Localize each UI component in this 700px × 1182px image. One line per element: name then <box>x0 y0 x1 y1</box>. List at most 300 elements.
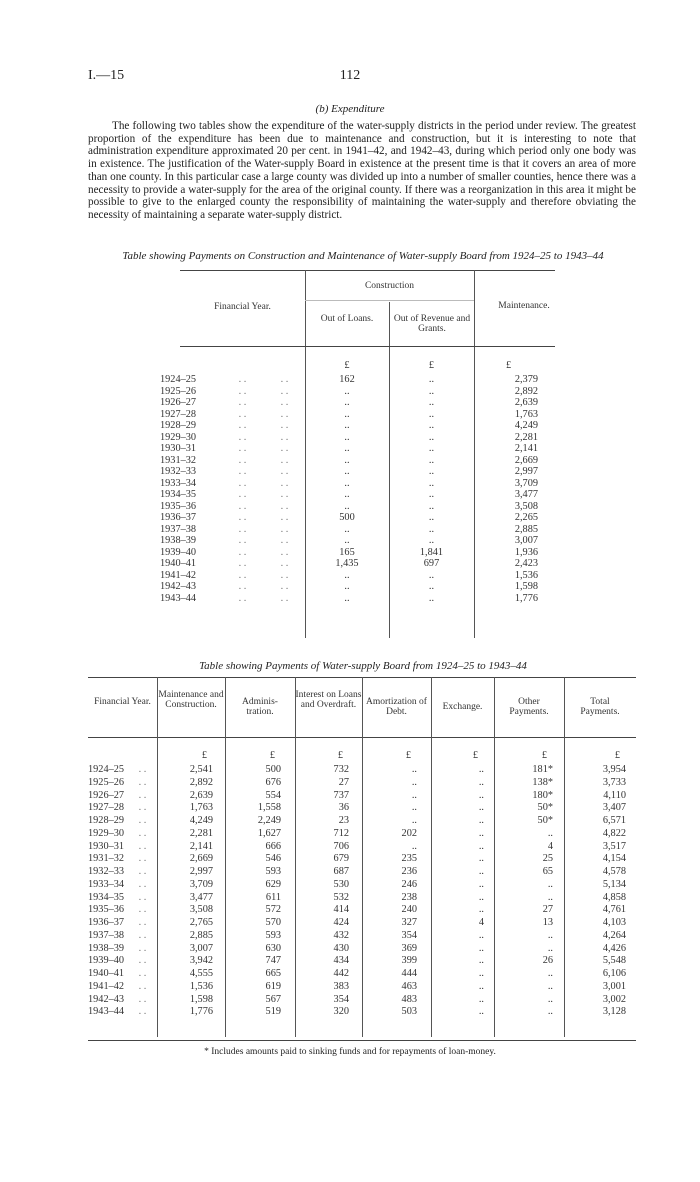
table2-total-cell: 3,517 <box>602 840 626 852</box>
table1-loans-cell: .. <box>344 477 350 489</box>
table1-leader-dots: . . <box>236 420 247 431</box>
table2-interest-cell: 354 <box>333 993 349 1005</box>
table2-year-cell: 1930–31 <box>88 840 125 852</box>
table2-admin-cell: 629 <box>265 878 281 890</box>
table2-leader-dots: . . <box>136 929 147 941</box>
table2-admin-cell: 554 <box>265 789 281 801</box>
table2-other-cell: 180* <box>532 789 553 801</box>
table2-interest-cell: 530 <box>333 878 349 890</box>
table1-revenue-cell: .. <box>428 512 435 523</box>
table2-exchange-cell: .. <box>478 942 484 954</box>
table2-title: Table showing Payments of Water-supply Board from 1924–25 to 1943–44 <box>199 660 527 672</box>
table2-total-cell: 6,106 <box>602 968 626 979</box>
table2-interest-cell: 320 <box>333 1006 349 1018</box>
table2-other-cell: .. <box>547 980 553 992</box>
table2-leader-dots: . . <box>136 993 147 1005</box>
table1-loans-cell: .. <box>344 408 350 420</box>
table2-total-cell: 4,264 <box>602 929 626 941</box>
table2-interest-cell: 712 <box>333 827 349 839</box>
table2-maintenance-cell: 3,942 <box>189 955 213 967</box>
table2-admin-cell: 572 <box>265 904 281 916</box>
table1-leader-dots: . . <box>278 581 289 592</box>
table2-year-cell: 1924–25 <box>88 764 125 775</box>
table1-leader-dots: . . <box>278 454 289 466</box>
table2-leader-dots: . . <box>136 878 147 890</box>
table2-maintenance-cell: 1,598 <box>189 993 213 1005</box>
table2-currency-admin: £ <box>269 750 275 761</box>
table2-amortization-cell: 238 <box>401 891 417 903</box>
table2-other-cell: 181* <box>532 764 553 775</box>
table1-year-cell: 1924–25 <box>160 374 197 385</box>
table1-maintenance-cell: 3,477 <box>514 489 538 500</box>
table2-leader-dots: . . <box>136 853 147 865</box>
table1-maintenance-cell: 3,007 <box>514 535 538 546</box>
footnote: * Includes amounts paid to sinking funds and for repayments of loan-money. <box>204 1047 496 1057</box>
table1-loans-cell: .. <box>344 489 350 500</box>
table1-year-cell: 1934–35 <box>160 489 197 500</box>
table1-year-cell: 1928–29 <box>160 420 197 431</box>
table2-exchange-cell: .. <box>478 878 484 890</box>
table1-leader-dots: . . <box>236 558 247 569</box>
table1-revenue-cell: 1,841 <box>419 546 444 558</box>
table2-year-cell: 1927–28 <box>88 802 125 814</box>
table2-admin-cell: 611 <box>265 891 281 903</box>
table2-leader-dots: . . <box>136 827 147 839</box>
table2-header-admin: Adminis-tration. <box>242 697 278 717</box>
table2-currency-other: £ <box>541 750 547 761</box>
table2-interest-cell: 414 <box>333 904 349 916</box>
table1-leader-dots: . . <box>236 443 247 454</box>
table2-year-cell: 1936–37 <box>88 917 125 928</box>
table2-other-cell: .. <box>547 929 553 941</box>
table2-total-cell: 3,407 <box>602 802 626 814</box>
table1-header-loans: Out of Loans. <box>320 314 374 324</box>
table2-leader-dots: . . <box>136 840 147 852</box>
table2-amortization-cell: 236 <box>401 866 417 877</box>
table2-amortization-cell: 444 <box>401 968 417 979</box>
table1-year-cell: 1939–40 <box>160 546 197 558</box>
table2-total-cell: 3,954 <box>602 764 626 775</box>
table2-amortization-cell: .. <box>411 789 417 801</box>
table2-other-cell: .. <box>547 968 553 979</box>
table2-admin-cell: 619 <box>265 980 281 992</box>
table2-amortization-cell: .. <box>411 840 417 852</box>
table2-other-cell: 50* <box>537 815 553 826</box>
table1-leader-dots: . . <box>278 546 289 558</box>
table1-year-cell: 1938–39 <box>160 535 197 546</box>
table2-interest-cell: 687 <box>333 866 349 877</box>
table2-interest-cell: 424 <box>333 917 349 928</box>
table2-header-amortization: Amortization of Debt. <box>366 697 427 717</box>
table1-leader-dots: . . <box>278 374 289 385</box>
table2-total-cell: 4,761 <box>602 904 626 916</box>
table2-interest-cell: 434 <box>333 955 349 967</box>
table1-leader-dots: . . <box>278 558 289 569</box>
table2-header-maintenance: Maintenance and Construction. <box>158 690 224 710</box>
table2-other-cell: .. <box>547 878 553 890</box>
table1-maintenance-cell: 2,423 <box>514 558 538 569</box>
table1-maintenance-cell: 2,885 <box>514 523 538 535</box>
table2-header-year: Financial Year. <box>94 697 151 707</box>
table1-loans-cell: .. <box>344 535 350 546</box>
table1-maintenance-cell: 2,281 <box>514 431 538 443</box>
table2-maintenance-cell: 2,141 <box>189 840 213 852</box>
table1-leader-dots: . . <box>236 397 247 408</box>
table2-interest-cell: 442 <box>333 968 349 979</box>
table2-exchange-cell: .. <box>478 776 484 788</box>
table2-interest-cell: 706 <box>333 840 349 852</box>
table1-maintenance-cell: 1,776 <box>514 592 538 604</box>
table2-admin-cell: 546 <box>265 853 281 865</box>
table2-exchange-cell: .. <box>478 904 484 916</box>
table1-revenue-cell: .. <box>428 500 435 512</box>
table1-loans-cell: .. <box>344 581 350 592</box>
table2-admin-cell: 676 <box>265 776 281 788</box>
table1-leader-dots: . . <box>236 569 247 581</box>
table2-leader-dots: . . <box>136 776 147 788</box>
table2-admin-cell: 500 <box>265 764 281 775</box>
table2-leader-dots: . . <box>136 917 147 928</box>
table1-revenue-cell: .. <box>428 581 435 592</box>
table2-leader-dots: . . <box>136 980 147 992</box>
table1-leader-dots: . . <box>236 592 247 604</box>
intro-paragraph: The following two tables show the expenditure of the water-supply districts in the period under review. The greatest proportion of the expenditure has been due to maintenance and construction, but it is interesting to note that administration expenditure approximated 20 per cent. in 1941–42, and 1942–43, during which period only one body was in existence. The justification of the Water-supply Board in existence at the present time is that it covers an area of more than one county. In this particular case a large county was divided up into a number of smaller counties, hence there was a necessity to provide a water-supply for the area of the original county. If there was a reorganization in this area it might be possible to give to the enlarged county the responsibility of maintaining the water-supply and therefore obviating the necessity of maintaining a separate water-supply district. <box>88 120 636 221</box>
table2-amortization-cell: 202 <box>401 827 417 839</box>
table2-interest-cell: 732 <box>333 764 349 775</box>
table1-maintenance-cell: 2,639 <box>514 397 538 408</box>
table2-admin-cell: 666 <box>265 840 281 852</box>
table2-header-exchange: Exchange. <box>442 702 483 712</box>
table2-year-cell: 1933–34 <box>88 878 125 890</box>
table2-amortization-cell: 246 <box>401 878 417 890</box>
table1-maintenance-cell: 1,598 <box>514 581 538 592</box>
table2-exchange-cell: .. <box>478 840 484 852</box>
table2-other-cell: 13 <box>542 917 553 928</box>
table2-amortization-cell: 503 <box>401 1006 417 1018</box>
table1-revenue-cell: .. <box>428 477 435 489</box>
table2-year-cell: 1942–43 <box>88 993 125 1005</box>
table1-revenue-cell: .. <box>428 592 435 604</box>
table1-leader-dots: . . <box>236 581 247 592</box>
table2-other-cell: 4 <box>547 840 553 852</box>
table2-maintenance-cell: 3,709 <box>189 878 213 890</box>
table1-leader-dots: . . <box>278 569 289 581</box>
table1-leader-dots: . . <box>278 512 289 523</box>
table1-maintenance-cell: 1,936 <box>514 546 538 558</box>
table1-year-cell: 1937–38 <box>160 523 197 535</box>
table2-exchange-cell: .. <box>478 929 484 941</box>
table2-year-cell: 1928–29 <box>88 815 125 826</box>
table1-year-cell: 1933–34 <box>160 477 197 489</box>
table1-loans-cell: .. <box>344 385 350 397</box>
table2-year-cell: 1925–26 <box>88 776 125 788</box>
table2-maintenance-cell: 3,508 <box>189 904 213 916</box>
table2-exchange-cell: .. <box>478 815 484 826</box>
table2-maintenance-cell: 2,541 <box>189 764 213 775</box>
table2-total-cell: 4,578 <box>602 866 626 877</box>
table1-leader-dots: . . <box>236 512 247 523</box>
table2-year-cell: 1941–42 <box>88 980 125 992</box>
table2-currency-maintenance: £ <box>201 750 207 761</box>
table1-construction-rule <box>305 300 474 301</box>
table2-leader-dots: . . <box>136 764 147 775</box>
table2-interest-cell: 532 <box>333 891 349 903</box>
table2-year-cell: 1937–38 <box>88 929 125 941</box>
table1-leader-dots: . . <box>236 546 247 558</box>
table1-leader-dots: . . <box>278 477 289 489</box>
table2-admin-cell: 593 <box>265 929 281 941</box>
table1-loans-cell: .. <box>344 466 350 477</box>
table2-other-cell: .. <box>547 942 553 954</box>
table2-amortization-cell: 327 <box>401 917 417 928</box>
table2-other-cell: .. <box>547 1006 553 1018</box>
table1-loans-cell: 1,435 <box>335 558 359 569</box>
table2-year-cell: 1934–35 <box>88 891 125 903</box>
table1-maintenance-cell: 4,249 <box>514 420 538 431</box>
table2-exchange-cell: .. <box>478 993 484 1005</box>
table2-year-cell: 1929–30 <box>88 827 125 839</box>
table2-header-other: Other Payments. <box>509 697 549 717</box>
table2-total-cell: 3,128 <box>602 1006 626 1018</box>
page-number: 112 <box>339 68 361 83</box>
table2-maintenance-cell: 1,776 <box>189 1006 213 1018</box>
table2-maintenance-cell: 2,885 <box>189 929 213 941</box>
table1-year-cell: 1930–31 <box>160 443 197 454</box>
table1-leader-dots: . . <box>236 535 247 546</box>
table2-total-cell: 6,571 <box>602 815 626 826</box>
table1-maintenance-cell: 3,508 <box>514 500 538 512</box>
table2-currency-total: £ <box>614 750 620 761</box>
table2-admin-cell: 567 <box>265 993 281 1005</box>
table1-loans-cell: .. <box>344 431 350 443</box>
table1-revenue-cell: .. <box>428 454 435 466</box>
table1-year-cell: 1940–41 <box>160 558 197 569</box>
table2-amortization-cell: 463 <box>401 980 417 992</box>
table2-maintenance-cell: 3,477 <box>189 891 213 903</box>
table1-loans-cell: 162 <box>339 374 355 385</box>
table1-year-cell: 1925–26 <box>160 385 197 397</box>
table1-header-maintenance: Maintenance. <box>498 301 550 311</box>
table1-currency-revenue: £ <box>428 360 435 371</box>
table1-revenue-cell: 697 <box>423 558 440 569</box>
table2-amortization-cell: .. <box>411 815 417 826</box>
table2-header-interest: Interest on Loans and Overdraft. <box>295 690 362 710</box>
table2-other-cell: 50* <box>537 802 553 814</box>
table1-leader-dots: . . <box>278 466 289 477</box>
table1-loans-cell: .. <box>344 443 350 454</box>
table2-currency-amortization: £ <box>405 750 411 761</box>
table1-leader-dots: . . <box>236 408 247 420</box>
table1-leader-dots: . . <box>236 477 247 489</box>
table2-total-cell: 4,858 <box>602 891 626 903</box>
table2-admin-cell: 570 <box>265 917 281 928</box>
table1-year-cell: 1929–30 <box>160 431 197 443</box>
table2-exchange-cell: .. <box>478 1006 484 1018</box>
table1-maintenance-cell: 2,997 <box>514 466 538 477</box>
table1-maintenance-cell: 1,536 <box>514 569 538 581</box>
table1-header-year: Financial Year. <box>214 302 271 312</box>
table1-loans-cell: .. <box>344 500 350 512</box>
table2-admin-cell: 1,627 <box>257 827 281 839</box>
table1-header-rule <box>180 346 555 347</box>
table2-amortization-cell: 354 <box>401 929 417 941</box>
table2-leader-dots: . . <box>136 802 147 814</box>
table2-bottom-rule <box>88 1040 636 1041</box>
table2-interest-cell: 23 <box>338 815 349 826</box>
table2-total-cell: 3,733 <box>602 776 626 788</box>
table1-revenue-cell: .. <box>428 385 435 397</box>
table1-loans-cell: .. <box>344 454 350 466</box>
table1-leader-dots: . . <box>278 431 289 443</box>
table2-total-cell: 3,001 <box>602 980 626 992</box>
table1-year-cell: 1927–28 <box>160 408 197 420</box>
table1-revenue-cell: .. <box>428 408 435 420</box>
table2-leader-dots: . . <box>136 968 147 979</box>
table2-admin-cell: 665 <box>265 968 281 979</box>
table1-title: Table showing Payments on Construction and Maintenance of Water-supply Board from 1924–25 to 1943–44 <box>122 250 604 262</box>
table2-interest-cell: 679 <box>333 853 349 865</box>
table1-maintenance-cell: 2,669 <box>514 454 538 466</box>
table2-currency-interest: £ <box>337 750 343 761</box>
table2-year-cell: 1940–41 <box>88 968 125 979</box>
table1-maintenance-cell: 1,763 <box>514 408 538 420</box>
table2-leader-dots: . . <box>136 891 147 903</box>
table2-year-cell: 1932–33 <box>88 866 125 877</box>
table2-admin-cell: 593 <box>265 866 281 877</box>
table2-amortization-cell: 483 <box>401 993 417 1005</box>
table2-maintenance-cell: 2,997 <box>189 866 213 877</box>
table2-leader-dots: . . <box>136 866 147 877</box>
table1-leader-dots: . . <box>278 489 289 500</box>
table1-leader-dots: . . <box>278 523 289 535</box>
table1-maintenance-cell: 2,892 <box>514 385 538 397</box>
table2-total-cell: 5,548 <box>602 955 626 967</box>
table2-maintenance-cell: 2,892 <box>189 776 213 788</box>
table1-year-cell: 1931–32 <box>160 454 197 466</box>
table1-leader-dots: . . <box>278 408 289 420</box>
table2-year-cell: 1939–40 <box>88 955 125 967</box>
table1-year-cell: 1936–37 <box>160 512 197 523</box>
table2-leader-dots: . . <box>136 942 147 954</box>
table1-currency-maintenance: £ <box>506 360 512 371</box>
table2-total-cell: 4,426 <box>602 942 626 954</box>
table2-exchange-cell: .. <box>478 827 484 839</box>
table2-other-cell: 25 <box>542 853 553 865</box>
table1-year-cell: 1932–33 <box>160 466 197 477</box>
table2-exchange-cell: 4 <box>478 917 484 928</box>
table1-revenue-cell: .. <box>428 374 435 385</box>
table1-revenue-cell: .. <box>428 489 435 500</box>
table2-admin-cell: 747 <box>265 955 281 967</box>
table2-amortization-cell: .. <box>411 764 417 775</box>
table2-total-cell: 4,822 <box>602 827 626 839</box>
table2-maintenance-cell: 2,639 <box>189 789 213 801</box>
table2-maintenance-cell: 4,249 <box>189 815 213 826</box>
table2-exchange-cell: .. <box>478 764 484 775</box>
table1-leader-dots: . . <box>236 523 247 535</box>
table1-leader-dots: . . <box>278 535 289 546</box>
table1-loans-cell: .. <box>344 523 350 535</box>
table1-loans-cell: .. <box>344 569 350 581</box>
table1-loans-cell: .. <box>344 420 350 431</box>
table2-leader-dots: . . <box>136 904 147 916</box>
table2-exchange-cell: .. <box>478 789 484 801</box>
table1-loans-cell: 165 <box>339 546 355 558</box>
table1-leader-dots: . . <box>278 385 289 397</box>
table2-amortization-cell: 235 <box>401 853 417 865</box>
table2-interest-cell: 737 <box>333 789 349 801</box>
table2-maintenance-cell: 1,763 <box>189 802 213 814</box>
table2-amortization-cell: 369 <box>401 942 417 954</box>
table2-total-cell: 4,103 <box>602 917 626 928</box>
table2-year-cell: 1943–44 <box>88 1006 125 1018</box>
table2-interest-cell: 36 <box>338 802 349 814</box>
section-heading: (b) Expenditure <box>315 103 385 115</box>
table2-header-total: Total Payments. <box>580 697 620 717</box>
table1-leader-dots: . . <box>236 385 247 397</box>
table2-amortization-cell: 399 <box>401 955 417 967</box>
table1-leader-dots: . . <box>278 397 289 408</box>
table1-revenue-cell: .. <box>428 569 435 581</box>
table2-interest-cell: 27 <box>338 776 349 788</box>
table2-exchange-cell: .. <box>478 980 484 992</box>
table2-exchange-cell: .. <box>478 955 484 967</box>
table2-leader-dots: . . <box>136 955 147 967</box>
table2-other-cell: 27 <box>542 904 553 916</box>
table2-total-cell: 4,154 <box>602 853 626 865</box>
table2-interest-cell: 432 <box>333 929 349 941</box>
table1-maintenance-cell: 2,141 <box>514 443 538 454</box>
table1-revenue-cell: .. <box>428 535 435 546</box>
table1-leader-dots: . . <box>278 420 289 431</box>
table1-maintenance-cell: 2,265 <box>514 512 538 523</box>
table2-year-cell: 1935–36 <box>88 904 125 916</box>
table1-year-cell: 1943–44 <box>160 592 197 604</box>
table2-year-cell: 1931–32 <box>88 853 125 865</box>
table1-currency-loans: £ <box>344 360 350 371</box>
table1-leader-dots: . . <box>236 500 247 512</box>
table2-leader-dots: . . <box>136 1006 147 1018</box>
table1-loans-cell: 500 <box>339 512 355 523</box>
table2-leader-dots: . . <box>136 815 147 826</box>
table1-year-cell: 1941–42 <box>160 569 197 581</box>
table1-leader-dots: . . <box>236 374 247 385</box>
table1-revenue-cell: .. <box>428 397 435 408</box>
table2-exchange-cell: .. <box>478 802 484 814</box>
table2-year-cell: 1926–27 <box>88 789 125 801</box>
table1-leader-dots: . . <box>236 466 247 477</box>
table1-revenue-cell: .. <box>428 466 435 477</box>
table1-revenue-cell: .. <box>428 523 435 535</box>
table2-admin-cell: 1,558 <box>257 802 281 814</box>
table2-amortization-cell: .. <box>411 802 417 814</box>
table1-leader-dots: . . <box>236 431 247 443</box>
table1-leader-dots: . . <box>236 454 247 466</box>
table2-other-cell: .. <box>547 827 553 839</box>
table1-leader-dots: . . <box>278 592 289 604</box>
table2-other-cell: 65 <box>542 866 553 877</box>
table2-admin-cell: 519 <box>265 1006 281 1018</box>
table2-year-cell: 1938–39 <box>88 942 125 954</box>
table1-maintenance-cell: 2,379 <box>514 374 538 385</box>
table1-revenue-cell: .. <box>428 420 435 431</box>
table2-maintenance-cell: 3,007 <box>189 942 213 954</box>
table1-leader-dots: . . <box>236 489 247 500</box>
table2-maintenance-cell: 2,765 <box>189 917 213 928</box>
table2-other-cell: .. <box>547 891 553 903</box>
table2-maintenance-cell: 2,669 <box>189 853 213 865</box>
page-reference: I.—15 <box>88 68 125 83</box>
